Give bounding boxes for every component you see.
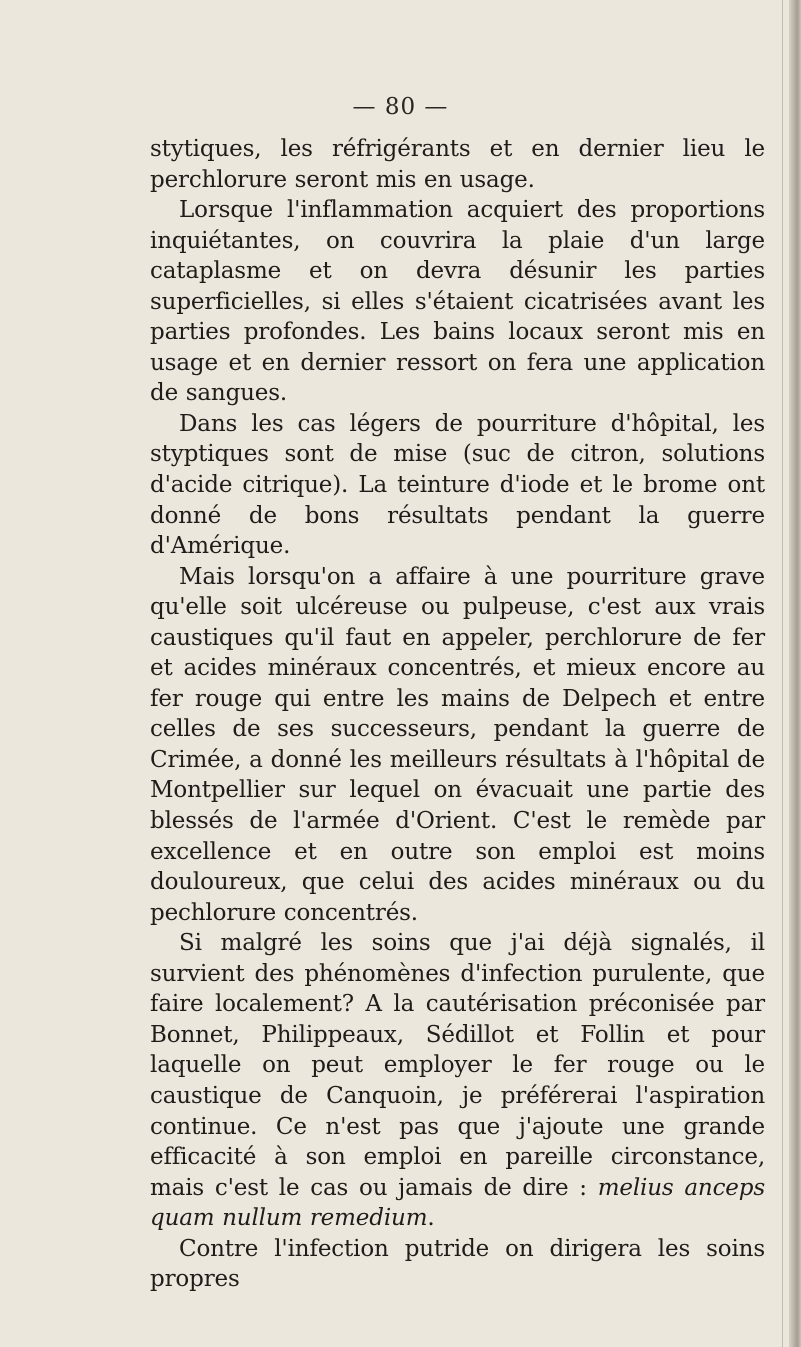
body-text bbox=[150, 134, 765, 1295]
paragraph-6: Contre l'infection putride on dirigera les soins propres bbox=[150, 1235, 765, 1293]
paragraph-2: Lorsque l'inflammation acquiert des proportions inquiétantes, on couvrira la plaie d'un large cataplasme et on devra désunir les parties superficielles, si elles s'étaient cicatrisées avant les parties profondes. Les bains locaux seront mis en usage et en dernier ressort on fera une application de sangues. bbox=[150, 197, 765, 407]
paragraph-5 bbox=[150, 928, 765, 1233]
page-number: — 80 — bbox=[352, 94, 449, 120]
page-edge-shadow bbox=[789, 0, 801, 1347]
paragraph-1: stytiques, les réfrigérants et en dernier lieu le perchlorure seront mis en usage. bbox=[150, 136, 765, 193]
paragraph-3: Dans les cas légers de pourriture d'hôpital, les styptiques sont de mise (suc de citron, solutions d'acide citrique). La teinture d'iode et le brome ont donné de bons résultats pendant la guerre d'Amérique. bbox=[150, 410, 765, 560]
paragraph-5-text: Si malgré les soins que j'ai déjà signalés, il survient des phénomènes d'infection purulente, que faire localement? A la cautérisation préconisée par Bonnet, Philippeaux, Sédillot et Follin et pour laquelle on peut employer le fer rouge ou le caustique de Canquoin, je préférerai l'aspiration continue. Ce n'est pas que j'ajoute une grande efficacité à son emploi en pareille circonstance, mais c'est le cas ou jamais de dire : bbox=[150, 930, 765, 1201]
paragraph-4: Mais lorsqu'on a affaire à une pourriture grave qu'elle soit ulcéreuse ou pulpeuse, c'est aux vrais caustiques qu'il faut en appeler, perchlorure de fer et acides minéraux concentrés, et mieux encore au fer rouge qui entre les mains de Delpech et entre celles de ses successeurs, pendant la guerre de Crimée, a donné les meilleurs résultats à l'hôpital de Montpellier sur lequel on évacuait une partie des blessés de l'armée d'Orient. C'est le remède par excellence et en outre son emploi est moins douloureux, que celui des acides minéraux ou du pechlorure concentrés. bbox=[150, 563, 765, 926]
paragraph-5-end: . bbox=[427, 1205, 435, 1232]
latin-quotation: melius anceps quam nullum remedium bbox=[150, 1174, 765, 1232]
page-edge-line bbox=[782, 0, 783, 1347]
